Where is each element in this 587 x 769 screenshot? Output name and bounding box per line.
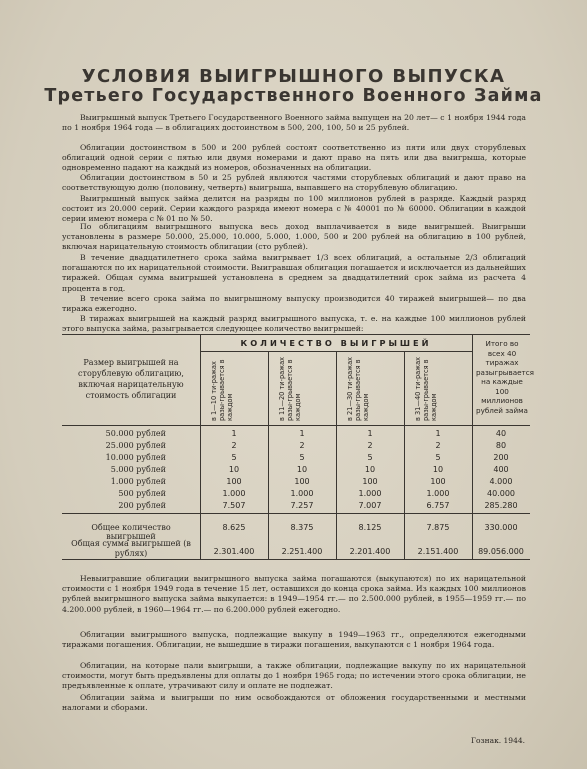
total-count-value: 8.375 — [290, 523, 314, 532]
table-row-label: 25.000 рублей — [105, 441, 166, 450]
table-cell: 400 — [493, 465, 509, 474]
table-row-label: 1.000 рублей — [110, 477, 166, 486]
total-count-value: 8.625 — [222, 523, 246, 532]
table-cell: 6.757 — [426, 501, 450, 510]
table-cell: 100 — [294, 477, 310, 486]
table-cell: 100 — [226, 477, 242, 486]
table-cell: 80 — [495, 441, 507, 450]
bottom-paragraph-2: Облигации выигрышного выпуска, подлежащие выкупу в 1949—1963 гг., определяются ежегодными тиражами погашения. Облигации, не вышедшие в тиражи погашения, выкупаются с 1 ноября 1964 года. — [62, 630, 526, 650]
total-sum-value: 2.151.400 — [417, 547, 459, 556]
table-cell: 285.280 — [484, 501, 518, 510]
table-cell: 5 — [367, 453, 373, 462]
bottom-paragraph-1: Невыигравшие облигации выигрышного выпуска займа погашаются (выкупаются) по их нарицательной стоимости с 1 ноября 1949 года в течение 15 лет, оставшихся до конца срока займа. Из каждых 100 миллионов рублей выигрышного выпуска займа выкупается: в 1949—1954 гг.— по 2.500.000 рублей, в 1955—1959 гг.— по 4.200.000 рублей, в 1960—1964 гг.— по 6.200.000 рублей ежегодно. — [62, 574, 526, 614]
group-header: КОЛИЧЕСТВО ВЫИГРЫШЕЙ — [240, 338, 432, 348]
paragraph-5: По облигациям выигрышного выпуска весь доход выплачивается в виде выигрышей. Выигрыши установлены в размере 50.000, 25.000, 10.000, 5.000, 1.000, 500 и 200 рублей на облигацию в 100 рублей, включая нарицательную стоимость облигации (сто рублей). — [62, 222, 526, 252]
total-sum-value: 2.301.400 — [213, 547, 255, 556]
table-cell: 10 — [296, 465, 308, 474]
column-header-1: в 1—10 ти-ражах разы-грывается в каждом — [210, 359, 234, 421]
column-header-3: в 21—30 ти-ражах разы-грывается в каждом — [346, 356, 370, 421]
column-header-4: в 31—40 ти-ражах разы-грывается в каждом — [414, 356, 438, 421]
paragraph-6: В течение двадцатилетнего срока займа выигрывает 1/3 всех облигаций, а остальные 2/3 облигаций погашаются по их нарицательной стоимости. Выигравшая облигация погашается и исключается из дальнейших тиражей. Общая сумма выигрышей установлена в среднем за двадцатилетний срок займа из расчета 4 процента в год. — [62, 253, 526, 293]
table-cell: 1.000 — [358, 489, 382, 498]
table-cell: 200 — [493, 453, 509, 462]
total-count-label: Общее количество выигрышей — [91, 523, 171, 541]
table-cell: 1.000 — [222, 489, 246, 498]
total-sum-value: 89.056.000 — [478, 547, 524, 556]
table-cell: 10 — [432, 465, 444, 474]
total-count-value: 8.125 — [358, 523, 382, 532]
table-row-label: 500 рублей — [118, 489, 166, 498]
bottom-paragraph-3: Облигации, на которые пали выигрыши, а также облигации, подлежащие выкупу по их нарицательной стоимости, могут быть предъявлены для оплаты до 1 ноября 1965 года; по истечении этого срока облигации, не предъявленные к оплате, утрачивают силу и оплате не подлежат. — [62, 661, 526, 691]
paragraph-8: В тиражах выигрышей на каждый разряд выигрышного выпуска, т. е. на каждые 100 миллионов рублей этого выпуска займа, разыгрывается следующее количество выигрышей: — [62, 314, 526, 334]
table-cell: 10 — [364, 465, 376, 474]
paragraph-7: В течение всего срока займа по выигрышному выпуску производится 40 тиражей выигрышей— по два тиража ежегодно. — [62, 294, 526, 314]
column-header-2: в 11—20 ти-ражах разы-грывается в каждом — [278, 356, 302, 421]
table-cell: 4.000 — [489, 477, 513, 486]
paragraph-1: Выигрышный выпуск Третьего Государственного Военного займа выпущен на 20 лет— с 1 ноября 1944 года по 1 ноября 1964 года — в облигациях достоинством в 500, 200, 100, 50 и 25 рублей. — [62, 113, 526, 133]
document-subtitle: Третьего Государственного Военного Займа — [44, 86, 543, 106]
table-cell: 1.000 — [290, 489, 314, 498]
document-title: УСЛОВИЯ ВЫИГРЫШНОГО ВЫПУСКА — [81, 66, 506, 87]
table-cell: 1 — [231, 429, 237, 438]
table-cell: 10 — [228, 465, 240, 474]
table-row-label: 5.000 рублей — [110, 465, 166, 474]
table-cell: 100 — [362, 477, 378, 486]
table-cell: 5 — [299, 453, 305, 462]
total-count-value: 330.000 — [484, 523, 518, 532]
paragraph-2: Облигации достоинством в 500 и 200 рублей состоят соответственно из пяти или двух сторублевых облигаций одной серии с пятью или двумя номерами и дают право на пять или два выигрыша, которые одновременно падают на каждый из номеров, обозначенных на облигации. — [62, 143, 526, 173]
table-cell: 1 — [367, 429, 373, 438]
bottom-paragraph-4: Облигации займа и выигрыши по ним освобождаются от обложения государственными и местными налогами и сборами. — [62, 693, 526, 713]
total-sum-label: Общая сумма выигрышей (в рублях) — [71, 539, 191, 558]
total-sum-value: 2.251.400 — [281, 547, 323, 556]
table-row-label: 50.000 рублей — [105, 429, 166, 438]
table-cell: 2 — [367, 441, 373, 450]
table-cell: 7.507 — [222, 501, 246, 510]
table-cell: 100 — [430, 477, 446, 486]
paragraph-4: Выигрышный выпуск займа делится на разряды по 100 миллионов рублей в разряде. Каждый разряд состоит из 20.000 серий. Серии каждого разряда имеют номера с № 40001 по № 60000. Облигации в каждой серии имеют номера с № 01 по № 50. — [62, 194, 526, 224]
prize-table — [62, 334, 535, 560]
table-cell: 5 — [231, 453, 237, 462]
table-cell: 1.000 — [426, 489, 450, 498]
table-cell: 5 — [435, 453, 441, 462]
row-header: Размер выигрышей на сторублевую облигацию, включая нарицательную стоимость облигации — [78, 358, 184, 400]
total-sum-value: 2.201.400 — [349, 547, 391, 556]
table-cell: 2 — [299, 441, 305, 450]
table-cell: 2 — [231, 441, 237, 450]
table-cell: 1 — [435, 429, 441, 438]
table-row-label: 200 рублей — [118, 501, 166, 510]
table-cell: 40 — [495, 429, 507, 438]
table-cell: 7.257 — [290, 501, 314, 510]
table-cell: 7.007 — [358, 501, 382, 510]
table-cell: 40.000 — [487, 489, 515, 498]
paragraph-3: Облигации достоинством в 50 и 25 рублей являются частями сторублевых облигаций и дают право на соответствующую долю (половину, четверть) выигрыша, выпавшего на сторублевую облигацию. — [62, 173, 526, 193]
printer-imprint: Гознак. 1944. — [471, 736, 525, 745]
table-row-label: 10.000 рублей — [105, 453, 166, 462]
total-column-header: Итого во всех 40 тиражах разыгрывается на каждые 100 миллионов рублей займа — [476, 339, 535, 415]
table-cell: 1 — [299, 429, 305, 438]
table-cell: 2 — [435, 441, 441, 450]
total-count-value: 7.875 — [426, 523, 450, 532]
